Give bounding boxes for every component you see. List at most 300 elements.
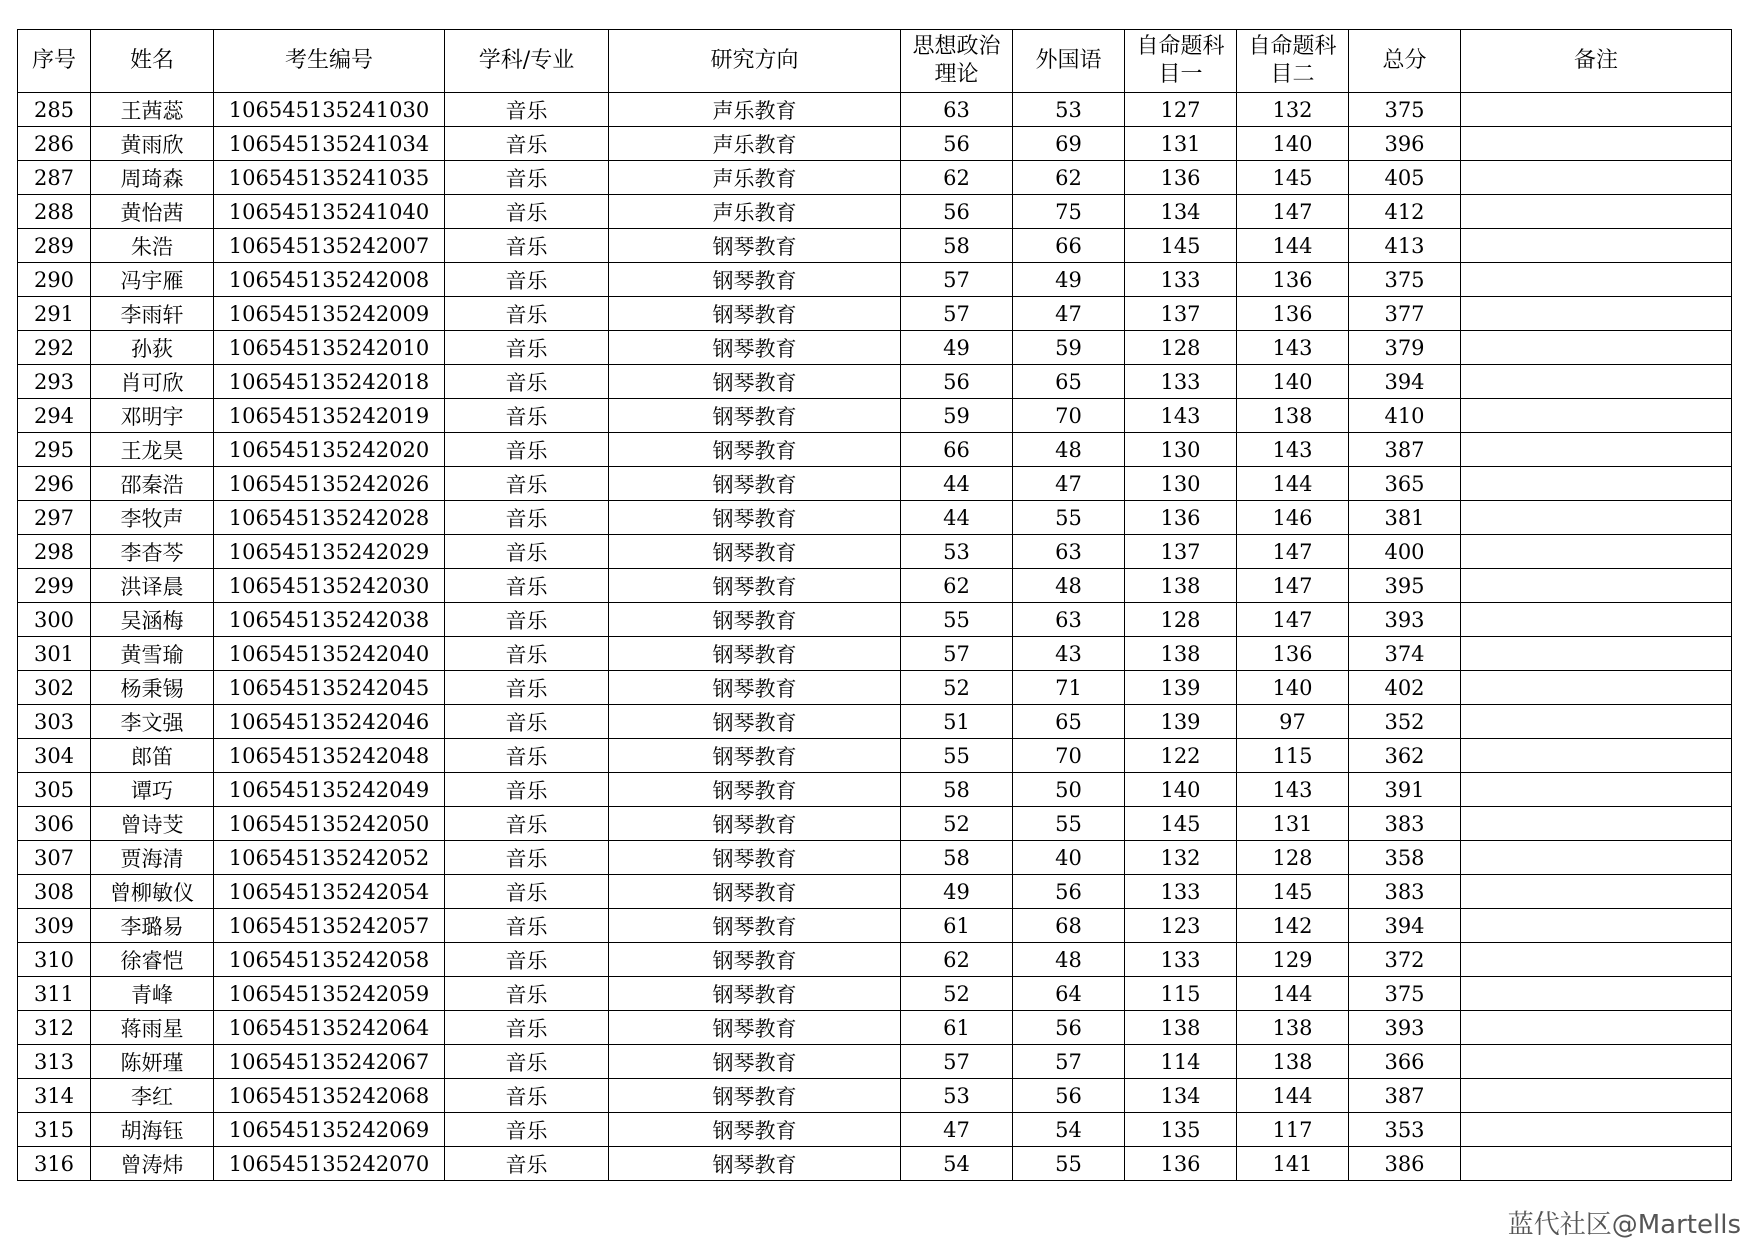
table-cell	[1461, 705, 1732, 739]
header-cell: 姓名	[91, 30, 214, 93]
table-row	[18, 875, 1732, 909]
table-cell: 393	[1349, 1011, 1461, 1045]
table-cell: 音乐	[445, 1079, 609, 1113]
table-cell: 钢琴教育	[609, 1045, 901, 1079]
table-cell: 钢琴教育	[609, 331, 901, 365]
table-cell: 音乐	[445, 943, 609, 977]
table-cell: 412	[1349, 195, 1461, 229]
table-cell: 钢琴教育	[609, 365, 901, 399]
table-cell: 136	[1237, 297, 1349, 331]
table-cell: 144	[1237, 229, 1349, 263]
table-cell	[1461, 909, 1732, 943]
table-cell: 谭巧	[91, 773, 214, 807]
table-cell: 366	[1349, 1045, 1461, 1079]
table-cell: 音乐	[445, 841, 609, 875]
table-cell: 李雨轩	[91, 297, 214, 331]
table-row	[18, 501, 1732, 535]
table-cell: 387	[1349, 433, 1461, 467]
table-cell: 53	[1013, 93, 1125, 127]
table-cell: 黄雪瑜	[91, 637, 214, 671]
table-cell: 106545135242057	[214, 909, 445, 943]
table-cell: 62	[901, 161, 1013, 195]
table-cell: 129	[1237, 943, 1349, 977]
table-cell	[1461, 637, 1732, 671]
table-cell: 132	[1125, 841, 1237, 875]
table-cell: 106545135242040	[214, 637, 445, 671]
table-cell	[1461, 365, 1732, 399]
table-cell	[1461, 1079, 1732, 1113]
table-row	[18, 365, 1732, 399]
table-cell: 106545135242020	[214, 433, 445, 467]
table-cell	[1461, 739, 1732, 773]
table-cell: 144	[1237, 467, 1349, 501]
table-cell: 钢琴教育	[609, 297, 901, 331]
watermark: 蓝代社区@Martells	[1507, 1210, 1741, 1240]
table-cell: 396	[1349, 127, 1461, 161]
table-cell: 291	[18, 297, 91, 331]
table-cell: 57	[901, 637, 1013, 671]
table-cell	[1461, 1011, 1732, 1045]
table-cell: 314	[18, 1079, 91, 1113]
table-cell: 106545135242009	[214, 297, 445, 331]
table-cell: 音乐	[445, 1011, 609, 1045]
table-cell: 胡海钰	[91, 1113, 214, 1147]
table-cell	[1461, 195, 1732, 229]
table-cell: 声乐教育	[609, 127, 901, 161]
table-cell: 48	[1013, 943, 1125, 977]
table-row	[18, 1079, 1732, 1113]
table-cell: 钢琴教育	[609, 501, 901, 535]
table-cell: 138	[1237, 1011, 1349, 1045]
table-cell: 75	[1013, 195, 1125, 229]
table-cell: 302	[18, 671, 91, 705]
table-cell: 53	[901, 535, 1013, 569]
table-cell: 106545135242026	[214, 467, 445, 501]
table-cell: 375	[1349, 93, 1461, 127]
table-cell: 64	[1013, 977, 1125, 1011]
table-cell: 137	[1125, 297, 1237, 331]
table-row	[18, 399, 1732, 433]
table-cell: 136	[1125, 501, 1237, 535]
table-cell: 53	[901, 1079, 1013, 1113]
table-cell: 音乐	[445, 637, 609, 671]
table-cell: 65	[1013, 705, 1125, 739]
table-cell: 56	[1013, 875, 1125, 909]
table-cell: 131	[1237, 807, 1349, 841]
table-cell: 394	[1349, 909, 1461, 943]
table-cell: 56	[901, 195, 1013, 229]
table-cell: 144	[1237, 1079, 1349, 1113]
table-cell: 315	[18, 1113, 91, 1147]
table-cell: 55	[1013, 1147, 1125, 1181]
table-cell: 106545135242045	[214, 671, 445, 705]
table-cell	[1461, 535, 1732, 569]
table-cell: 黄雨欣	[91, 127, 214, 161]
table-cell: 106545135242070	[214, 1147, 445, 1181]
table-cell: 54	[901, 1147, 1013, 1181]
table-cell: 131	[1125, 127, 1237, 161]
table-cell: 379	[1349, 331, 1461, 365]
table-cell: 106545135242028	[214, 501, 445, 535]
table-cell: 362	[1349, 739, 1461, 773]
table-cell: 王龙昊	[91, 433, 214, 467]
table-cell: 57	[901, 1045, 1013, 1079]
table-cell: 音乐	[445, 433, 609, 467]
table-cell: 410	[1349, 399, 1461, 433]
table-cell: 134	[1125, 195, 1237, 229]
table-cell: 299	[18, 569, 91, 603]
table-cell: 316	[18, 1147, 91, 1181]
table-cell: 44	[901, 467, 1013, 501]
table-cell	[1461, 603, 1732, 637]
table-cell: 音乐	[445, 195, 609, 229]
table-cell	[1461, 433, 1732, 467]
table-cell: 300	[18, 603, 91, 637]
table-cell: 305	[18, 773, 91, 807]
table-row	[18, 433, 1732, 467]
table-row	[18, 773, 1732, 807]
table-cell: 375	[1349, 977, 1461, 1011]
table-cell: 391	[1349, 773, 1461, 807]
table-cell: 402	[1349, 671, 1461, 705]
table-cell: 钢琴教育	[609, 739, 901, 773]
table-cell: 304	[18, 739, 91, 773]
table-cell: 孙荻	[91, 331, 214, 365]
table-cell	[1461, 807, 1732, 841]
table-cell: 40	[1013, 841, 1125, 875]
table-cell	[1461, 229, 1732, 263]
table-cell: 147	[1237, 195, 1349, 229]
table-cell: 钢琴教育	[609, 263, 901, 297]
table-cell: 音乐	[445, 1045, 609, 1079]
table-cell: 贾海清	[91, 841, 214, 875]
table-cell: 钢琴教育	[609, 535, 901, 569]
table-cell: 邓明宇	[91, 399, 214, 433]
table-row	[18, 297, 1732, 331]
table-cell: 50	[1013, 773, 1125, 807]
table-cell: 139	[1125, 671, 1237, 705]
table-cell: 145	[1237, 875, 1349, 909]
table-cell: 李杳芩	[91, 535, 214, 569]
table-cell: 383	[1349, 807, 1461, 841]
table-cell: 音乐	[445, 569, 609, 603]
table-cell: 钢琴教育	[609, 1079, 901, 1113]
table-cell: 65	[1013, 365, 1125, 399]
table-cell: 62	[1013, 161, 1125, 195]
header-cell: 总分	[1349, 30, 1461, 93]
table-cell: 377	[1349, 297, 1461, 331]
table-cell: 147	[1237, 535, 1349, 569]
table-cell: 393	[1349, 603, 1461, 637]
table-cell	[1461, 501, 1732, 535]
table-row	[18, 161, 1732, 195]
table-cell: 曾诗芠	[91, 807, 214, 841]
table-cell: 106545135242010	[214, 331, 445, 365]
table-cell: 洪译晨	[91, 569, 214, 603]
header-cell: 外国语	[1013, 30, 1125, 93]
table-cell: 136	[1237, 263, 1349, 297]
table-cell: 54	[1013, 1113, 1125, 1147]
table-cell: 106545135242052	[214, 841, 445, 875]
table-cell: 145	[1237, 161, 1349, 195]
table-cell: 钢琴教育	[609, 909, 901, 943]
table-cell: 106545135242049	[214, 773, 445, 807]
table-cell: 353	[1349, 1113, 1461, 1147]
table-cell: 130	[1125, 467, 1237, 501]
table-cell: 312	[18, 1011, 91, 1045]
table-cell	[1461, 399, 1732, 433]
table-cell: 289	[18, 229, 91, 263]
table-cell: 128	[1237, 841, 1349, 875]
table-cell: 音乐	[445, 331, 609, 365]
table-cell: 130	[1125, 433, 1237, 467]
table-body	[18, 93, 1732, 1181]
table-cell: 音乐	[445, 1147, 609, 1181]
table-cell: 386	[1349, 1147, 1461, 1181]
table-cell: 49	[901, 875, 1013, 909]
table-cell: 114	[1125, 1045, 1237, 1079]
table-cell: 303	[18, 705, 91, 739]
table-cell: 146	[1237, 501, 1349, 535]
table-cell: 51	[901, 705, 1013, 739]
table-cell: 55	[1013, 807, 1125, 841]
table-cell: 钢琴教育	[609, 1011, 901, 1045]
table-cell: 372	[1349, 943, 1461, 977]
table-row	[18, 569, 1732, 603]
table-cell: 63	[1013, 603, 1125, 637]
table-cell: 133	[1125, 365, 1237, 399]
table-cell: 306	[18, 807, 91, 841]
table-cell: 62	[901, 569, 1013, 603]
table-row	[18, 331, 1732, 365]
table-cell: 139	[1125, 705, 1237, 739]
table-cell: 138	[1237, 1045, 1349, 1079]
table-cell: 70	[1013, 399, 1125, 433]
table-cell: 138	[1237, 399, 1349, 433]
table-cell: 黄怡茜	[91, 195, 214, 229]
table-cell: 301	[18, 637, 91, 671]
table-cell: 音乐	[445, 127, 609, 161]
table-cell: 352	[1349, 705, 1461, 739]
header-row	[18, 30, 1732, 93]
table-cell: 音乐	[445, 161, 609, 195]
table-cell: 钢琴教育	[609, 229, 901, 263]
table-cell: 48	[1013, 433, 1125, 467]
table-cell: 钢琴教育	[609, 977, 901, 1011]
table-cell: 钢琴教育	[609, 637, 901, 671]
table-cell: 邵秦浩	[91, 467, 214, 501]
table-cell: 钢琴教育	[609, 467, 901, 501]
table-row	[18, 909, 1732, 943]
header-cell: 备注	[1461, 30, 1732, 93]
table-cell: 106545135242048	[214, 739, 445, 773]
table-cell: 296	[18, 467, 91, 501]
table-cell: 音乐	[445, 705, 609, 739]
table-row	[18, 1147, 1732, 1181]
table-cell: 音乐	[445, 875, 609, 909]
table-cell: 音乐	[445, 297, 609, 331]
table-cell	[1461, 943, 1732, 977]
table-cell: 钢琴教育	[609, 807, 901, 841]
header-cell: 自命题科目二	[1237, 30, 1349, 93]
table-cell: 311	[18, 977, 91, 1011]
table-row	[18, 1113, 1732, 1147]
table-cell: 115	[1125, 977, 1237, 1011]
table-cell: 55	[901, 603, 1013, 637]
table-row	[18, 603, 1732, 637]
table-cell: 青峰	[91, 977, 214, 1011]
table-cell: 蒋雨星	[91, 1011, 214, 1045]
table-cell: 287	[18, 161, 91, 195]
table-cell: 49	[901, 331, 1013, 365]
table-cell: 63	[1013, 535, 1125, 569]
table-cell: 106545135242038	[214, 603, 445, 637]
table-cell: 106545135241030	[214, 93, 445, 127]
table-cell: 钢琴教育	[609, 1147, 901, 1181]
table-cell: 138	[1125, 1011, 1237, 1045]
table-cell	[1461, 1147, 1732, 1181]
table-row	[18, 943, 1732, 977]
table-cell: 43	[1013, 637, 1125, 671]
table-row	[18, 637, 1732, 671]
table-cell: 387	[1349, 1079, 1461, 1113]
table-cell: 383	[1349, 875, 1461, 909]
table-cell: 140	[1125, 773, 1237, 807]
table-cell: 292	[18, 331, 91, 365]
table-cell: 钢琴教育	[609, 399, 901, 433]
table-cell	[1461, 127, 1732, 161]
table-cell: 106545135242050	[214, 807, 445, 841]
table-cell: 郎笛	[91, 739, 214, 773]
table-cell: 127	[1125, 93, 1237, 127]
table-row	[18, 93, 1732, 127]
table-cell: 117	[1237, 1113, 1349, 1147]
table-cell: 106545135242068	[214, 1079, 445, 1113]
table-cell: 音乐	[445, 399, 609, 433]
table-cell	[1461, 977, 1732, 1011]
table-cell: 71	[1013, 671, 1125, 705]
table-cell: 144	[1237, 977, 1349, 1011]
table-cell: 62	[901, 943, 1013, 977]
table-cell	[1461, 569, 1732, 603]
header-cell: 自命题科目一	[1125, 30, 1237, 93]
table-cell: 106545135242054	[214, 875, 445, 909]
table-cell	[1461, 161, 1732, 195]
table-cell: 冯宇雁	[91, 263, 214, 297]
table-cell: 285	[18, 93, 91, 127]
table-cell	[1461, 773, 1732, 807]
table-cell: 57	[901, 263, 1013, 297]
table-cell: 音乐	[445, 229, 609, 263]
table-row	[18, 739, 1732, 773]
table-cell: 106545135242046	[214, 705, 445, 739]
table-cell: 58	[901, 841, 1013, 875]
table-cell: 140	[1237, 127, 1349, 161]
table-cell: 李文强	[91, 705, 214, 739]
table-cell: 134	[1125, 1079, 1237, 1113]
table-cell: 52	[901, 807, 1013, 841]
table-cell: 132	[1237, 93, 1349, 127]
table-cell: 309	[18, 909, 91, 943]
table-cell: 47	[1013, 297, 1125, 331]
table-cell: 47	[1013, 467, 1125, 501]
table-cell: 310	[18, 943, 91, 977]
table-cell: 128	[1125, 603, 1237, 637]
table-cell: 294	[18, 399, 91, 433]
table-cell: 143	[1237, 433, 1349, 467]
table-cell: 音乐	[445, 671, 609, 705]
table-cell: 55	[901, 739, 1013, 773]
table-row	[18, 535, 1732, 569]
table-cell: 137	[1125, 535, 1237, 569]
table-cell: 钢琴教育	[609, 841, 901, 875]
table-cell: 358	[1349, 841, 1461, 875]
table-cell: 音乐	[445, 263, 609, 297]
table-cell: 413	[1349, 229, 1461, 263]
table-cell: 297	[18, 501, 91, 535]
table-cell: 143	[1237, 773, 1349, 807]
table-cell: 106545135242008	[214, 263, 445, 297]
table-cell: 钢琴教育	[609, 671, 901, 705]
table-cell: 298	[18, 535, 91, 569]
table-cell: 106545135241035	[214, 161, 445, 195]
table-cell: 57	[1013, 1045, 1125, 1079]
table-cell: 147	[1237, 603, 1349, 637]
table-cell: 58	[901, 229, 1013, 263]
table-cell: 381	[1349, 501, 1461, 535]
table-cell: 106545135241034	[214, 127, 445, 161]
table-cell: 133	[1125, 943, 1237, 977]
table-cell: 56	[901, 127, 1013, 161]
table-cell: 52	[901, 977, 1013, 1011]
table-cell: 音乐	[445, 773, 609, 807]
header-cell: 学科/专业	[445, 30, 609, 93]
table-cell: 李璐易	[91, 909, 214, 943]
table-cell: 69	[1013, 127, 1125, 161]
table-cell: 106545135242059	[214, 977, 445, 1011]
table-cell: 106545135242030	[214, 569, 445, 603]
table-cell: 133	[1125, 875, 1237, 909]
table-cell: 143	[1125, 399, 1237, 433]
table-cell: 钢琴教育	[609, 603, 901, 637]
table-cell: 133	[1125, 263, 1237, 297]
table-cell: 音乐	[445, 909, 609, 943]
table-cell: 106545135242018	[214, 365, 445, 399]
table-cell: 138	[1125, 637, 1237, 671]
table-cell: 147	[1237, 569, 1349, 603]
table-cell: 钢琴教育	[609, 1113, 901, 1147]
table-cell: 136	[1237, 637, 1349, 671]
table-cell	[1461, 1113, 1732, 1147]
table-cell: 106545135242067	[214, 1045, 445, 1079]
table-cell: 106545135242058	[214, 943, 445, 977]
table-cell: 曾涛炜	[91, 1147, 214, 1181]
table-cell: 106545135242007	[214, 229, 445, 263]
table-cell: 肖可欣	[91, 365, 214, 399]
table-cell: 钢琴教育	[609, 943, 901, 977]
table-cell	[1461, 263, 1732, 297]
table-cell: 音乐	[445, 365, 609, 399]
table-cell: 音乐	[445, 603, 609, 637]
header-cell: 研究方向	[609, 30, 901, 93]
table-cell: 365	[1349, 467, 1461, 501]
table-cell: 52	[901, 671, 1013, 705]
table-cell: 61	[901, 1011, 1013, 1045]
table-cell: 405	[1349, 161, 1461, 195]
table-cell: 杨秉锡	[91, 671, 214, 705]
table-cell: 音乐	[445, 93, 609, 127]
table-cell: 141	[1237, 1147, 1349, 1181]
